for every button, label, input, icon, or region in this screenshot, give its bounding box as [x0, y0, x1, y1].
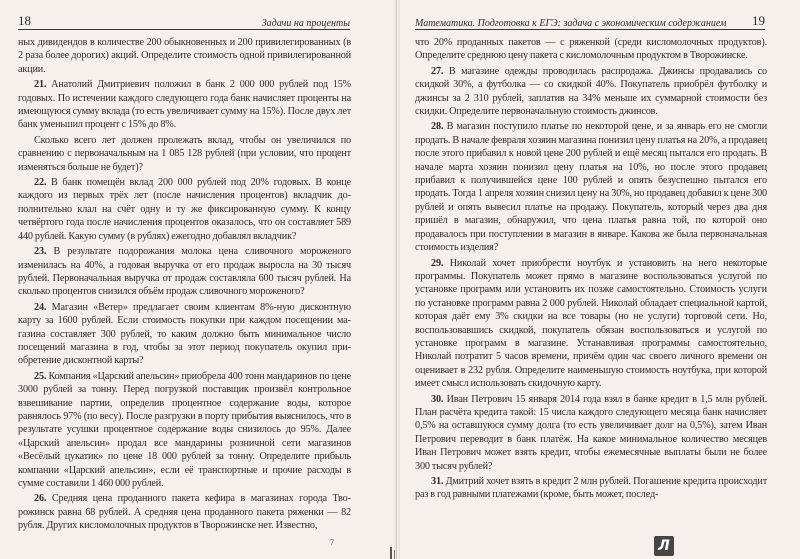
text-paragraph — [415, 36, 767, 63]
problem-paragraph — [415, 65, 767, 119]
paragraph-text: Иван Петрович 15 января 2014 года взял в банке кредит в 1,5 млн рублей. План расчёта кредита такой: 15 числа каждого следующего месяца банк начисляет 0,5% на оставшуюся сумму долга (то есть увеличивает долг на 0,5%), затем Иван Петрович переводит в банк платёж. На какое минимальное количество месяцев Иван Петрович может взять кредит, чтобы ежемесячные выплаты были не более 300 тысяч рублей? — [415, 393, 767, 472]
right-page — [397, 0, 800, 559]
text-paragraph — [18, 36, 351, 76]
problem-number: 22. — [34, 177, 47, 189]
paragraph-text: В магазине одежды проводилась распродажа. Джинсы продавались со скидкой 30%, а футболка — со скидкой 40%. Покупатель приобрёл футболку и джинсы за 2 310 рублей, заплатив на 34% меньше их суммарной стоимости без скидки. Определите первоначальную стоимость джинсов. — [415, 65, 767, 118]
problem-paragraph — [18, 176, 351, 243]
problem-number: 21. — [34, 79, 47, 91]
problem-number: 24. — [34, 301, 47, 313]
problem-paragraph — [415, 120, 767, 254]
left-page-body — [18, 36, 351, 535]
problem-number: 25. — [34, 370, 47, 382]
right-page-body — [415, 36, 767, 504]
problem-paragraph — [415, 475, 767, 502]
right-page-header — [415, 12, 765, 30]
footer-mark: 7 — [330, 538, 334, 547]
problem-number: 23. — [34, 246, 47, 258]
text-paragraph — [18, 134, 351, 174]
problem-paragraph — [18, 301, 351, 368]
problem-paragraph — [415, 257, 767, 391]
paragraph-text: что 20% проданных пакетов — с ряженкой (среди кисломолочных продуктов). Определите среднюю цену пакета с кисломолочным продуктом в Творожинске. — [415, 37, 767, 62]
paragraph-text: Николай хочет приобрести ноутбук и установить на него некоторые программы. Покупатель может прямо в магазине воспользоваться услугой по установке программ или установить их позже самостоятельно. Стоимость услуги по установке программ равна 2 000 рублей. Николай обладает специальной картой, которая даёт ему 3% скидки на все товары (но не услуги) торговой сети. Но, воспользовавшись скидкой, покупатель обязан воспользоваться и услугой по установке программ в магазине. Устанавливая программы самостоятельно, Николай потратит 5 часов времени, причём один час своего личного времени он оценивает в 232 рубля. Определите наименьшую стоимость ноутбука, при которой имеет смысл использовать скидочную карту. — [415, 257, 767, 390]
paragraph-text: В банк помещён вклад 200 000 рублей под 20% годовых. В конце каждого из первых трёх лет (после начисления процентов) вкладчик дополнительно клал на счёт одну и ту же фиксированную сумму. К концу четвёртого года после начисления процентов оказалось, что он составляет 589 440 рублей. Какую сумму (в рублях) ежегодно добавлял вкладчик? — [18, 177, 351, 242]
gutter-fold-line — [396, 0, 397, 559]
problem-number: 30. — [431, 393, 444, 405]
paragraph-text: Дмитрий хочет взять в кредит 2 млн рублей. Погашение кредита происходит раз в год равными платежами (кроме, быть может, послед- — [415, 476, 767, 501]
problem-paragraph — [18, 78, 351, 132]
binding-mark-secondary — [394, 550, 395, 559]
problem-number: 27. — [431, 65, 444, 77]
paragraph-text: Средняя цена проданного пакета кефира в магазинах города Творожинск равна 68 рублей. А средняя цена проданного пакета ряженки — 82 рубля. Других кисломолочных продуктов в Творожинске нет. Известно, — [18, 493, 351, 532]
paragraph-text: В результате подорожания молока цена сливочного мороженого изменилась на 40%, а годовая выручка от его продаж выросла на 30 тысяч рублей. Первоначальная выручка от продаж составляла 600 тысяч рублей. На сколько процентов снизился объём продаж сливочного мороженого? — [18, 246, 351, 298]
paragraph-text: В магазин поступило платье по некоторой цене, и за январь его не смогли продать. В начале февраля хозяин магазина понизил цену платья на 20%, а продавец после этого прибавил к новой цене 200 рублей и ещё месяц пытался его продать. В начале марта хозяин понизил цену платья на 10%, но после этого продавец прибавил к получившейся цене 100 рублей и опять безуспешно пытался его продать. Тогда 1 апреля хозяин снизил цену на 30%, но продавец добавил к цене 300 рублей и опять вывесил платье на продажу. Покупатель, который через два дня пришёл в магазин, обнаружил, что цена платья равна той, по которой оно продавалось при поступлении в магазин в январе. Какова же была первоначальная стоимость изделия? — [415, 121, 767, 254]
paragraph-text: Анатолий Дмитриевич положил в банк 2 000 000 рублей под 15% годовых. По истечении каждого следующего года банк начисляет проценты на имеющуюся сумму вклада (то есть увеличивает сумму на 15%). После двух лет банк уменьшил процент с 15% до 8%. — [18, 79, 351, 131]
problem-paragraph — [18, 370, 351, 491]
left-page — [0, 0, 397, 559]
watermark-logo-icon: Л — [654, 536, 674, 556]
paragraph-text: ных дивидендов в количестве 200 обыкновенных и 200 привилегированных (в 2 раза более дорогих) акций. Определите стоимость одной привилегированной акции. — [18, 37, 351, 75]
binding-mark — [390, 547, 392, 559]
problem-number: 31. — [431, 476, 444, 487]
problem-number: 29. — [431, 257, 444, 269]
right-running-header: Математика. Подготовка к ЕГЭ: задача с экономическим содержанием — [415, 18, 727, 29]
book-gutter — [394, 0, 400, 559]
paragraph-text: Магазин «Ветер» предлагает своим клиентам 8%-ную дисконтную карту за 1600 рублей. Если стоимость покупки при каждом посещении магазина составляет 300 рублей, то каким должно быть минимальное число посещений магазина в год, чтобы за этот период покупатель окупил приобретение дисконтной карты? — [18, 301, 351, 367]
paragraph-text: Сколько всего лет должен пролежать вклад, чтобы он увеличился по сравнению с первоначальным на 1 085 128 рублей (при условии, что процент изменяться больше не будет)? — [18, 134, 351, 173]
problem-number: 28. — [431, 121, 444, 133]
paragraph-text: Компания «Царский апельсин» приобрела 400 тонн мандаринов по цене 3000 рублей за тонну. Перед погрузкой поставщик произвёл контрольное взвешивание партии, определив процентное содержание воды, которое равнялось 97% (по весу). После разгрузки в порту прибытия выяснилось, что в результате усушки процентное содержание воды снизилось до 95%. Далее «Царский апельсин» продал все мандарины розничной сети магазинов «Весёлый цукатик» по цене 18 000 рублей за тонну. Определите прибыль компании «Царский апельсин», если её транспортные и прочие расходы в сумме составили 1 460 000 рублей. — [18, 370, 351, 489]
left-page-number: 18 — [18, 13, 31, 28]
problem-paragraph — [415, 393, 767, 473]
problem-paragraph — [18, 245, 351, 299]
problem-paragraph — [18, 492, 351, 532]
right-page-number: 19 — [752, 13, 765, 28]
left-running-header: Задачи на проценты — [261, 18, 350, 29]
left-page-header — [18, 12, 350, 30]
problem-number: 26. — [34, 493, 47, 505]
